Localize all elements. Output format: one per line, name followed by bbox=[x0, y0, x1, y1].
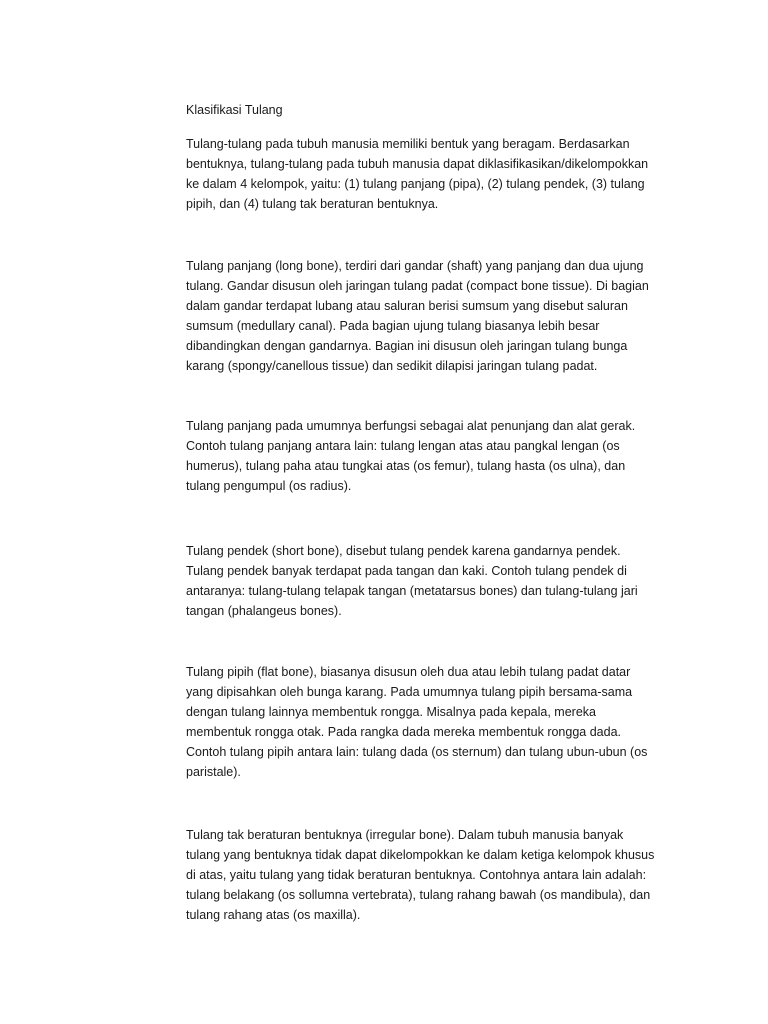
paragraph-line: Tulang panjang (long bone), terdiri dari gandar (shaft) yang panjang dan dua ujung bbox=[186, 259, 644, 273]
paragraph-line: Tulang tak beraturan bentuknya (irregular bone). Dalam tubuh manusia banyak bbox=[186, 828, 624, 842]
paragraph-line: yang dipisahkan oleh bunga karang. Pada umumnya tulang pipih bersama-sama bbox=[186, 685, 633, 699]
paragraph-tulang-pipih bbox=[186, 662, 686, 782]
paragraph-line: tulang yang bentuknya tidak dapat dikelompokkan ke dalam ketiga kelompok khusus bbox=[186, 848, 655, 862]
paragraph-line: karang (spongy/canellous tissue) dan sedikit dilapisi jaringan tulang padat. bbox=[186, 359, 598, 373]
document-title: Klasifikasi Tulang bbox=[186, 103, 283, 117]
paragraph-line: bentuknya, tulang-tulang pada tubuh manusia dapat diklasifikasikan/dikelompokkan bbox=[186, 157, 649, 171]
paragraph-line: pipih, dan (4) tulang tak beraturan bentuknya. bbox=[186, 197, 439, 211]
paragraph-line: antaranya: tulang-tulang telapak tangan (metatarsus bones) dan tulang-tulang jari bbox=[186, 584, 638, 598]
paragraph-line: dengan tulang lainnya membentuk rongga. Misalnya pada kepala, mereka bbox=[186, 705, 596, 719]
paragraph-line: di atas, yaitu tulang yang tidak beraturan bentuknya. Contohnya antara lain adalah: bbox=[186, 868, 647, 882]
paragraph-line: Contoh tulang panjang antara lain: tulang lengan atas atau pangkal lengan (os bbox=[186, 439, 620, 453]
paragraph-fungsi-tulang-panjang bbox=[186, 416, 686, 496]
paragraph-line: Contoh tulang pipih antara lain: tulang dada (os sternum) dan tulang ubun-ubun (os bbox=[186, 745, 648, 759]
paragraph-line: dalam gandar terdapat lubang atau saluran berisi sumsum yang disebut saluran bbox=[186, 299, 628, 313]
paragraph-line: sumsum (medullary canal). Pada bagian ujung tulang biasanya lebih besar bbox=[186, 319, 600, 333]
paragraph-tulang-pendek bbox=[186, 541, 686, 621]
paragraph-line: tulang pengumpul (os radius). bbox=[186, 479, 352, 493]
paragraph-line: Tulang pendek banyak terdapat pada tangan dan kaki. Contoh tulang pendek di bbox=[186, 564, 627, 578]
paragraph-tulang-tak-beraturan bbox=[186, 825, 686, 925]
paragraph-line: Tulang pendek (short bone), disebut tulang pendek karena gandarnya pendek. bbox=[186, 544, 621, 558]
paragraph-line: Tulang-tulang pada tubuh manusia memiliki bentuk yang beragam. Berdasarkan bbox=[186, 137, 630, 151]
paragraph-line: Tulang pipih (flat bone), biasanya disusun oleh dua atau lebih tulang padat datar bbox=[186, 665, 631, 679]
paragraph-line: membentuk rongga otak. Pada rangka dada mereka membentuk rongga dada. bbox=[186, 725, 621, 739]
paragraph-line: ke dalam 4 kelompok, yaitu: (1) tulang panjang (pipa), (2) tulang pendek, (3) tulang bbox=[186, 177, 645, 191]
paragraph-klasifikasi bbox=[186, 134, 686, 214]
paragraph-line: tulang belakang (os sollumna vertebrata), tulang rahang bawah (os mandibula), dan bbox=[186, 888, 651, 902]
paragraph-line: tulang rahang atas (os maxilla). bbox=[186, 908, 361, 922]
paragraph-line: dibandingkan dengan gandarnya. Bagian ini disusun oleh jaringan tulang bunga bbox=[186, 339, 628, 353]
paragraph-line: tulang. Gandar disusun oleh jaringan tulang padat (compact bone tissue). Di bagian bbox=[186, 279, 649, 293]
paragraph-tulang-panjang bbox=[186, 256, 686, 376]
paragraph-line: Tulang panjang pada umumnya berfungsi sebagai alat penunjang dan alat gerak. bbox=[186, 419, 636, 433]
paragraph-line: tangan (phalangeus bones). bbox=[186, 604, 342, 618]
paragraph-line: humerus), tulang paha atau tungkai atas (os femur), tulang hasta (os ulna), dan bbox=[186, 459, 626, 473]
paragraph-line: paristale). bbox=[186, 765, 241, 779]
